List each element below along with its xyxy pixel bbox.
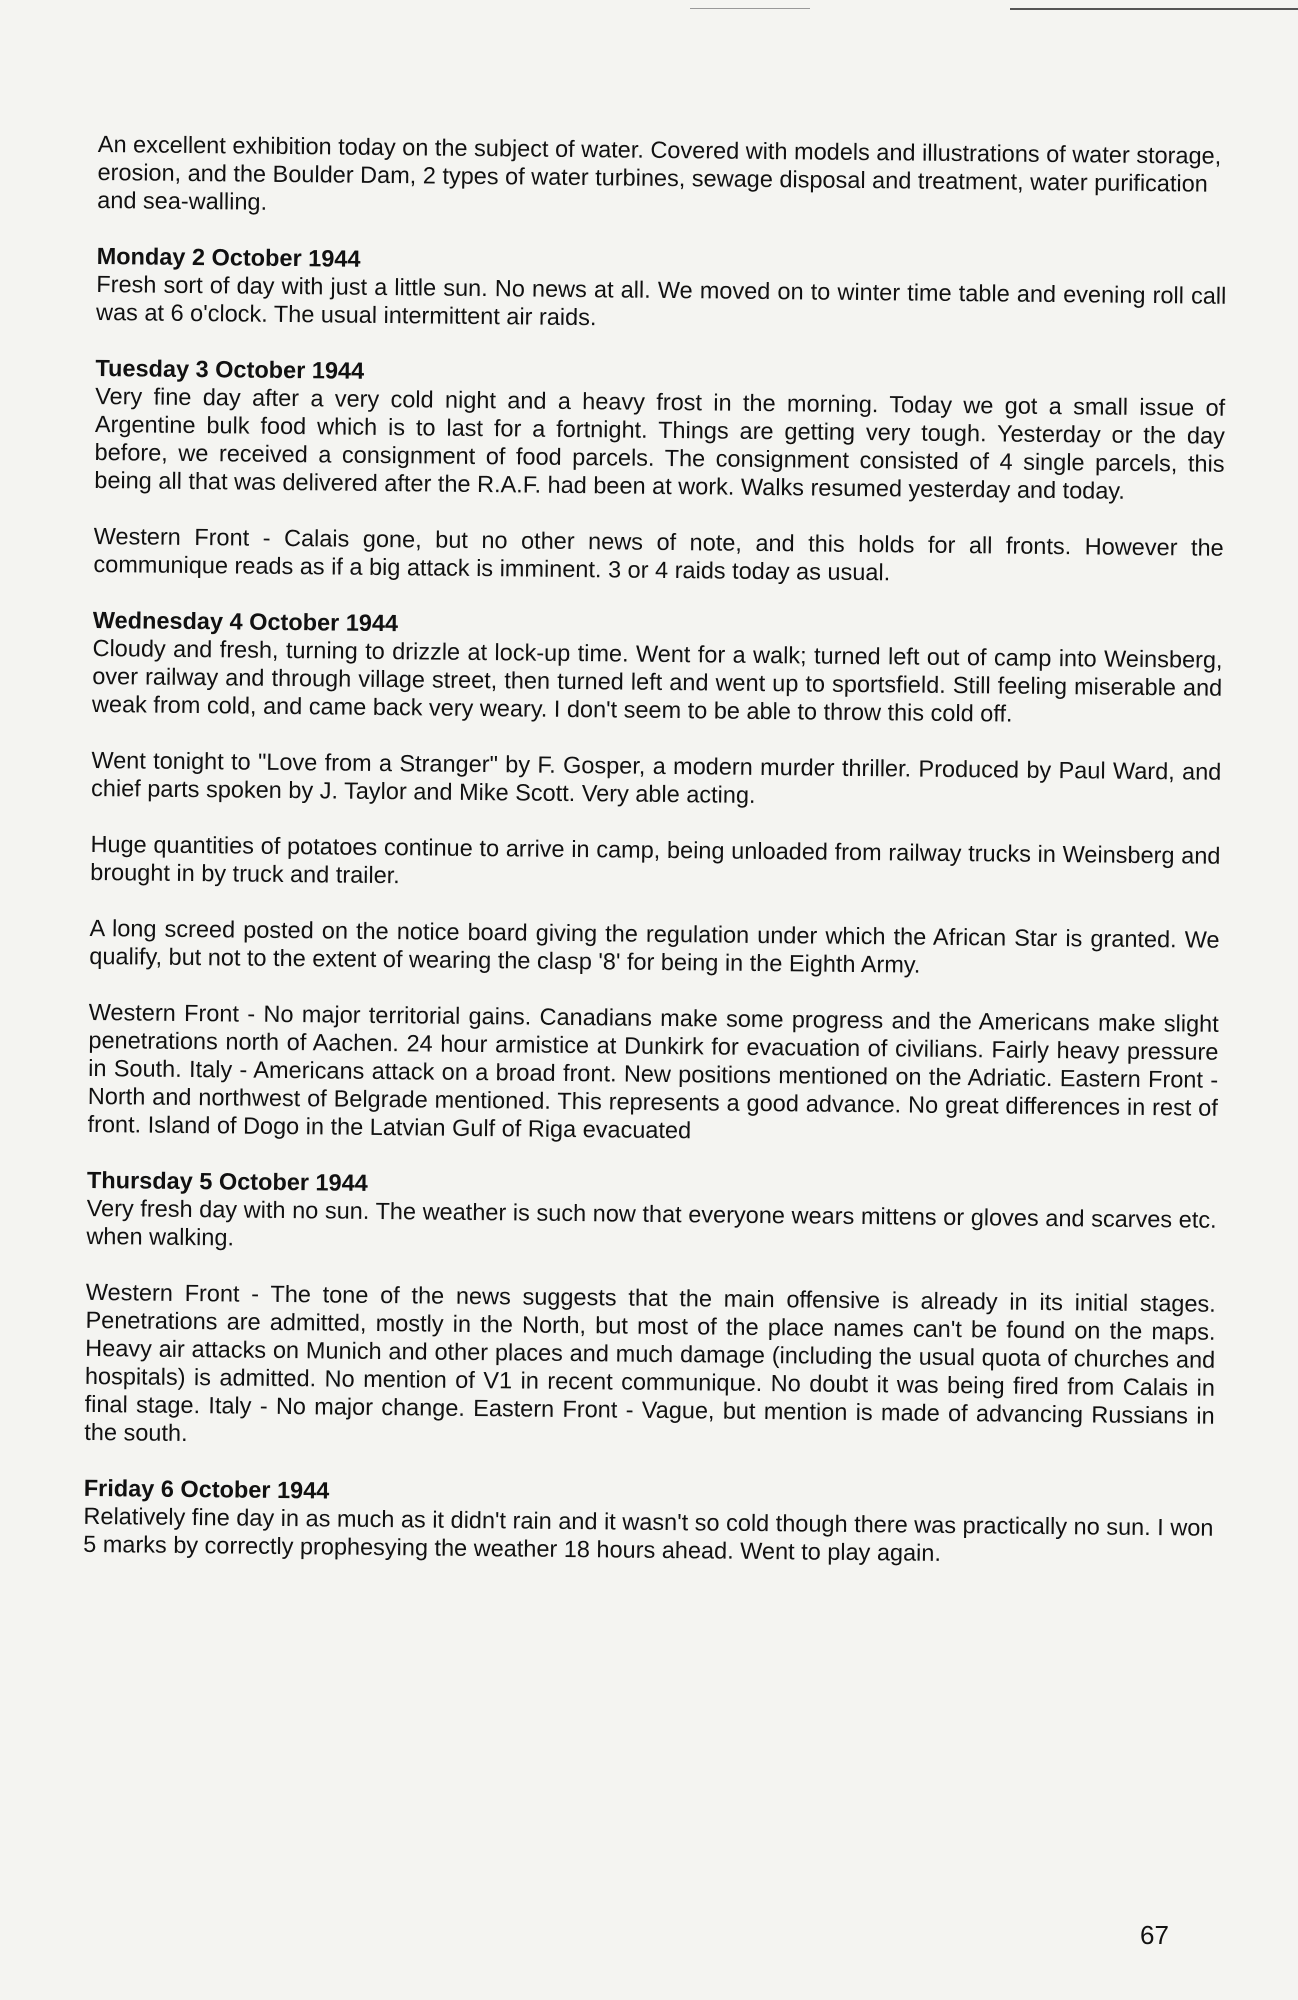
entry-paragraph: Huge quantities of potatoes continue to arrive in camp, being unloaded from railway trucks in Weinsberg and brought in by truck and trailer. — [90, 830, 1221, 889]
entry-paragraph: Western Front - Calais gone, but no other news of note, and this holds for all fronts. However the communique reads as if a big attack is imminent. 3 or 4 raids today as usual. — [93, 522, 1224, 586]
entry-paragraph: Relatively fine day in as much as it didn't rain and it wasn't so cold though there was practically no sun. I won 5 marks by correctly prophesying the weather 18 hours ahead. Went to play again. — [83, 1502, 1214, 1566]
entry-paragraph: Cloudy and fresh, turning to drizzle at lock-up time. Went for a walk; turned left out of camp into Weinsberg, over railway and through village street, then turned left and went up to sportsfield. Still feeling miserable and weak from cold, and came back very weary. I don't seem to be able to throw this cold off. — [91, 634, 1223, 727]
scan-artifact-line — [1010, 8, 1298, 10]
diary-entry — [96, 242, 1227, 338]
diary-page-text — [83, 130, 1228, 1598]
entry-paragraph: A long screed posted on the notice board giving the regulation under which the African Star is granted. We qualify, but not to the extent of wearing the clasp '8' for being in the Eighth Army. — [89, 914, 1220, 978]
entry-paragraph: Very fresh day with no sun. The weather is such now that everyone wears mittens or gloves and scarves etc. when walking. — [86, 1194, 1217, 1251]
scan-artifact-line — [690, 8, 810, 9]
entry-date-heading: Wednesday 4 October 1944 — [92, 606, 399, 637]
entry-paragraph: Very fine day after a very cold night and a heavy frost in the morning. Today we got a small issue of Argentine bulk food which is to last for a fortnight. Things are getting very tough. Yesterday or the day before, we received a consignment of food parcels. The consignment consisted of 4 single parcels, this being all that was delivered after the R.A.F. had been at work. Walks resumed yesterday and today. — [94, 382, 1226, 504]
entry-date-heading: Thursday 5 October 1944 — [86, 1166, 368, 1196]
diary-entry — [93, 354, 1225, 590]
diary-entry — [87, 606, 1223, 1150]
intro-paragraph: An excellent exhibition today on the subject of water. Covered with models and illustrations of water storage, erosion, and the Boulder Dam, 2 types of water turbines, sewage disposal and treatment, water purification and sea-walling. — [97, 130, 1222, 215]
entry-date-heading: Friday 6 October 1944 — [83, 1474, 330, 1504]
page-number: 67 — [1140, 1920, 1169, 1950]
diary-entry — [83, 1474, 1214, 1570]
diary-entry — [84, 1166, 1217, 1458]
entry-paragraph: Fresh sort of day with just a little sun. No news at all. We moved on to winter time table and evening roll call was at 6 o'clock. The usual intermittent air raids. — [95, 270, 1227, 331]
entry-paragraph: Western Front - The tone of the news suggests that the main offensive is already in its initial stages. Penetrations are admitted, mostly in the North, but most of the place names can't be found on the maps. Heavy air attacks on Munich and other places and much damage (including the usual quota of churches and hospitals) is admitted. No mention of V1 in recent communique. No doubt it was being fired from Calais in final stage. Italy - No major change. Eastern Front - Vague, but mention is made of advancing Russians in the south. — [84, 1278, 1216, 1447]
entry-paragraph: Went tonight to "Love from a Stranger" by F. Gosper, a modern murder thriller. Produced by Paul Ward, and chief parts spoken by J. Taylor and Mike Scott. Very able acting. — [90, 746, 1222, 808]
diary-entries — [83, 242, 1227, 1570]
entry-date-heading: Monday 2 October 1944 — [96, 242, 361, 272]
entry-paragraph: Western Front - No major territorial gains. Canadians make some progress and the Americans make slight penetrations north of Aachen. 24 hour armistice at Dunkirk for evacuation of civilians. Fairly heavy pressure in South. Italy - Americans attack on a broad front. New positions mentioned on the Adriatic. Eastern Front - North and northwest of Belgrade mentioned. This represents a good advance. No great differences in rest of front. Island of Dogo in the Latvian Gulf of Riga evacuated — [87, 998, 1219, 1144]
entry-date-heading: Tuesday 3 October 1944 — [95, 354, 365, 384]
